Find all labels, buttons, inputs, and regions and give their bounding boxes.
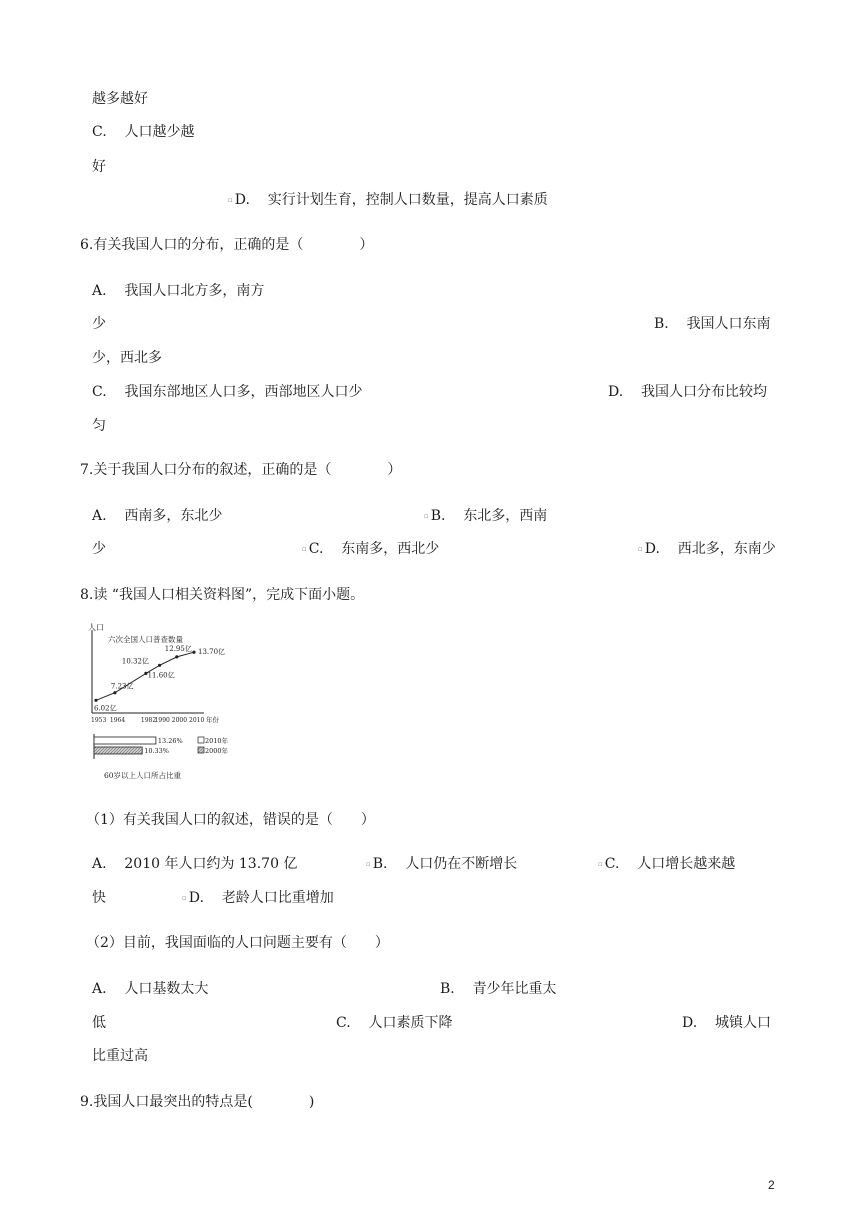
bar-2010年 xyxy=(94,737,156,744)
bar-chart-title: 60岁以上人口所占比重 xyxy=(104,771,182,780)
option-text: 我国人口分布比较均 xyxy=(641,384,767,400)
bullet-marker-icon: ▫ xyxy=(302,544,307,553)
q8-sub2-stem: （2）目前，我国面临的人口问题主要有（ ） xyxy=(86,935,389,951)
option-text: 老龄人口比重增加 xyxy=(221,890,334,906)
q8-sub2-option-b[interactable] xyxy=(440,982,557,996)
option-letter: A. xyxy=(92,283,107,299)
option-text: 东北多，西南 xyxy=(463,508,548,524)
q8-sub1-option-b[interactable] xyxy=(366,857,517,871)
q8-stem: 8.读 “我国人口相关资料图”，完成下面小题。 xyxy=(80,587,365,603)
bar-2000年 xyxy=(94,747,142,754)
q7-option-d[interactable] xyxy=(638,542,776,556)
data-label: 11.60亿 xyxy=(147,671,175,680)
option-text: 人口增长越来越 xyxy=(637,856,736,872)
option-letter: C. xyxy=(92,384,107,400)
q6-option-d-wrap: 匀 xyxy=(92,418,106,434)
q5-option-b-continuation: 越多越好 xyxy=(92,91,148,107)
line-chart-xlabel: 年份 xyxy=(206,716,219,724)
q6-option-b[interactable] xyxy=(654,317,771,331)
q6-option-a-wrap: 少 xyxy=(92,316,106,332)
option-letter: A. xyxy=(92,856,107,872)
data-point xyxy=(192,651,195,654)
q5-option-d[interactable] xyxy=(228,193,548,207)
option-letter: C. xyxy=(92,124,107,140)
q8-sub1-option-d[interactable] xyxy=(182,891,334,905)
option-text: 人口越少越 xyxy=(124,124,195,140)
q5-option-c-wrap: 好 xyxy=(92,159,106,175)
option-letter: C. xyxy=(308,541,324,557)
option-text: 实行计划生育，控制人口数量，提高人口素质 xyxy=(267,192,548,208)
line-chart-ylabel: 人口 xyxy=(88,623,104,632)
option-text: 我国人口东南 xyxy=(686,316,771,332)
q6-stem: 6.有关我国人口的分布，正确的是（ ） xyxy=(80,237,374,253)
q8-sub2-option-d-wrap: 比重过高 xyxy=(92,1048,148,1064)
data-point xyxy=(158,664,161,667)
option-letter: D. xyxy=(644,541,660,557)
legend-label: 2010年 xyxy=(205,737,229,745)
option-letter: C. xyxy=(336,1015,351,1031)
q8-sub2-option-b-wrap: 低 xyxy=(92,1015,106,1031)
data-label: 6.02亿 xyxy=(94,704,117,713)
population-figure xyxy=(86,622,232,790)
option-letter: D. xyxy=(234,192,250,208)
option-text: 2010 年人口约为 13.70 亿 xyxy=(124,856,298,872)
option-letter: C. xyxy=(604,856,620,872)
q6-option-d[interactable] xyxy=(608,385,767,399)
q8-sub2-option-a[interactable] xyxy=(92,982,208,996)
q7-option-b[interactable] xyxy=(424,509,547,523)
data-point xyxy=(94,699,97,702)
q8-sub2-option-c[interactable] xyxy=(336,1016,452,1030)
bullet-marker-icon: ▫ xyxy=(366,859,371,868)
bullet-marker-icon: ▫ xyxy=(638,544,643,553)
legend-swatch xyxy=(198,747,204,753)
data-label: 7.23亿 xyxy=(110,682,134,691)
option-text: 人口仍在不断增长 xyxy=(405,856,518,872)
q6-option-a[interactable] xyxy=(92,284,264,298)
q9-stem: 9.我国人口最突出的特点是( ) xyxy=(80,1094,315,1110)
page-number: 2 xyxy=(768,1178,775,1192)
option-letter: D. xyxy=(682,1015,698,1031)
line-chart-marks xyxy=(91,644,225,724)
x-tick-label: 1990 xyxy=(154,717,170,724)
line-chart-title: 六次全国人口普查数量 xyxy=(108,635,183,644)
data-point xyxy=(175,655,178,658)
q8-sub1-option-c[interactable] xyxy=(598,857,735,871)
option-text: 青少年比重太 xyxy=(472,981,557,997)
q7-stem: 7.关于我国人口分布的叙述，正确的是（ ） xyxy=(80,462,402,478)
q8-sub2-option-d[interactable] xyxy=(682,1016,771,1030)
option-text: 人口素质下降 xyxy=(368,1015,453,1031)
legend-swatch xyxy=(198,737,204,743)
x-tick-label: 1982 xyxy=(140,717,157,724)
option-letter: B. xyxy=(440,981,455,997)
q8-sub1-option-c-wrap: 快 xyxy=(92,890,106,906)
option-letter: D. xyxy=(188,890,204,906)
q5-option-c[interactable] xyxy=(92,125,194,139)
bullet-marker-icon: ▫ xyxy=(228,195,233,204)
q7-option-a[interactable] xyxy=(92,509,222,523)
option-text: 人口基数太大 xyxy=(124,981,209,997)
q7-option-b-wrap: 少 xyxy=(92,541,106,557)
q6-option-b-wrap: 少，西北多 xyxy=(92,350,162,366)
data-label: 13.70亿 xyxy=(198,648,226,657)
x-tick-label: 2000 xyxy=(171,717,188,724)
population-charts xyxy=(86,622,232,790)
x-tick-label: 1964 xyxy=(109,717,126,724)
bullet-marker-icon: ▫ xyxy=(598,859,603,868)
data-point xyxy=(113,691,116,694)
option-text: 东南多，西北少 xyxy=(341,541,440,557)
option-text: 城镇人口 xyxy=(715,1015,771,1031)
option-letter: B. xyxy=(372,856,388,872)
option-letter: D. xyxy=(608,384,624,400)
data-label: 10.32亿 xyxy=(121,657,149,666)
q8-sub1-option-a[interactable] xyxy=(92,857,297,871)
option-text: 西北多，东南少 xyxy=(677,541,776,557)
option-text: 西南多，东北少 xyxy=(124,508,223,524)
x-tick-label: 1953 xyxy=(91,717,107,724)
option-text: 我国东部地区人口多，西部地区人口少 xyxy=(124,384,363,400)
bullet-marker-icon: ▫ xyxy=(424,511,429,520)
bullet-marker-icon: ▫ xyxy=(182,893,187,902)
data-label: 12.95亿 xyxy=(164,644,192,653)
bar-value-label: 10.33% xyxy=(144,747,169,755)
bar-chart-marks xyxy=(94,736,229,755)
x-tick-label: 2010 xyxy=(189,717,205,724)
option-letter: A. xyxy=(92,508,107,524)
q8-sub1-stem: （1）有关我国人口的叙述，错误的是（ ） xyxy=(86,812,375,828)
q7-option-c[interactable] xyxy=(302,542,439,556)
legend-label: 2000年 xyxy=(205,747,229,755)
option-letter: A. xyxy=(92,981,107,997)
bar-value-label: 13.26% xyxy=(157,737,183,745)
option-letter: B. xyxy=(654,316,669,332)
option-letter: B. xyxy=(430,508,446,524)
option-text: 我国人口北方多，南方 xyxy=(124,283,265,299)
q6-option-c[interactable] xyxy=(92,385,362,399)
